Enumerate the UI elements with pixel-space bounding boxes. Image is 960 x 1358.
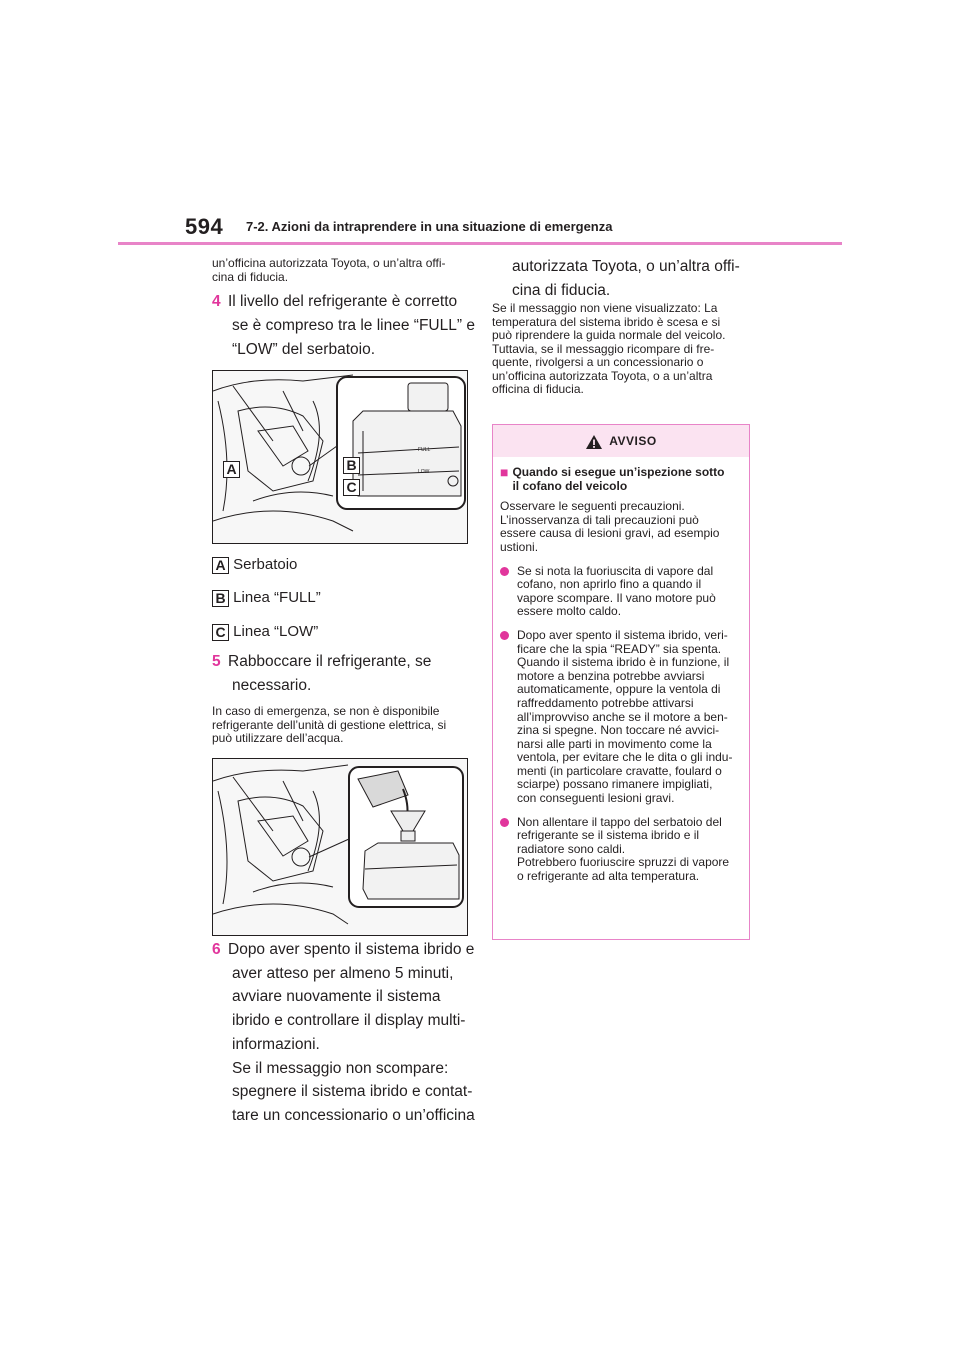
step-6-continuation: autorizzata Toyota, o un’altra offi- cina di fiducia. (512, 258, 740, 299)
page-number: 594 (185, 214, 224, 239)
callout-b: B (343, 457, 360, 474)
coolant-reservoir-figure (212, 370, 468, 544)
emergency-note: In caso di emergenza, se non è disponibile refrigerante dell’unità di gestione elettrica, si può utilizzare dell’acqua. (212, 704, 447, 745)
legend-item-a: A Serbatoio (212, 555, 297, 575)
step-number: 4 (212, 293, 221, 310)
warning-triangle-icon (585, 434, 603, 450)
full-mark: FULL (418, 447, 431, 453)
legend-item-c: C Linea “LOW” (212, 622, 318, 642)
warning-bullet: Non allentare il tappo del serbatoio del refrigerante se il sistema ibrido e il radiatore sono caldi. Potrebbero fuoriuscire spruzzi di vapore o refrigerante ad alta temperatura. (500, 816, 739, 884)
warning-heading: ■ Quando si esegue un’ispezione sotto il cofano del veicolo (500, 464, 725, 493)
low-mark: LOW (418, 469, 430, 475)
warning-title: AVVISO (609, 434, 657, 448)
engine-bay-illustration (213, 371, 467, 543)
square-bullet-icon: ■ (500, 464, 509, 480)
bullet-dot-icon (500, 818, 509, 827)
callout-a: A (223, 461, 240, 478)
step-5: 5 Rabboccare il refrigerante, se necessario. (212, 650, 482, 698)
step-number: 5 (212, 653, 221, 670)
callout-c: C (343, 479, 360, 496)
warning-box (492, 424, 750, 940)
legend-item-b: B Linea “FULL” (212, 588, 321, 608)
bullet-dot-icon (500, 567, 509, 576)
warning-intro: Osservare le seguenti precauzioni. L’inosservanza di tali precauzioni può essere causa di lesioni gravi, ad esempio ustioni. (500, 499, 720, 554)
step-6: 6 Dopo aver spento il sistema ibrido e aver atteso per almeno 5 minuti, avviare nuovamente il sistema ibrido e controllare il display multi- informazioni. Se il messaggio non scompare: spegnere il sistema ibrido e contat- tare un concessionario o un’officina (212, 938, 482, 1128)
warning-header (493, 425, 749, 457)
refill-figure (212, 758, 468, 936)
warning-bullet: Dopo aver spento il sistema ibrido, veri- ficare che la spia “READY” sia spenta. Quando il sistema ibrido è in funzione, il motore a benzina potrebbe avviarsi automaticamente, oppure la ventola di raffreddamento potrebbe attivarsi all’improvviso anche se il motore a ben- zina si spegne. Non toccare né avvici- narsi alle parti in movimento come la ventola, per evitare che le dita o gli indu- menti (in particolare cravatte, foulard o sciarpe) possano rimanere impigliati, con conseguenti lesioni gravi. (500, 629, 739, 806)
warning-bullet: Se si nota la fuoriuscita di vapore dal cofano, non aprirlo fino a quando il vapore scompare. Il vano motore può essere molto caldo. (500, 565, 739, 619)
intro-paragraph: un’officina autorizzata Toyota, o un’altra offi- cina di fiducia. (212, 256, 446, 284)
message-paragraph: Se il messaggio non viene visualizzato: La temperatura del sistema ibrido è scesa e si può riprendere la guida normale del veicolo. Tuttavia, se il messaggio ricompare di fre- quente, rivolgersi a un concessionario o un’officina autorizzata Toyota, o a un’altra officina di fiducia. (492, 301, 726, 396)
section-title: 7-2. Azioni da intraprendere in una situazione di emergenza (246, 219, 613, 234)
step-4: 4 Il livello del refrigerante è corretto se è compreso tra le linee “FULL” e “LOW” del serbatoio. (212, 290, 482, 362)
header-rule (118, 242, 842, 245)
bullet-dot-icon (500, 631, 509, 640)
step-number: 6 (212, 941, 221, 958)
refill-illustration (213, 759, 467, 935)
